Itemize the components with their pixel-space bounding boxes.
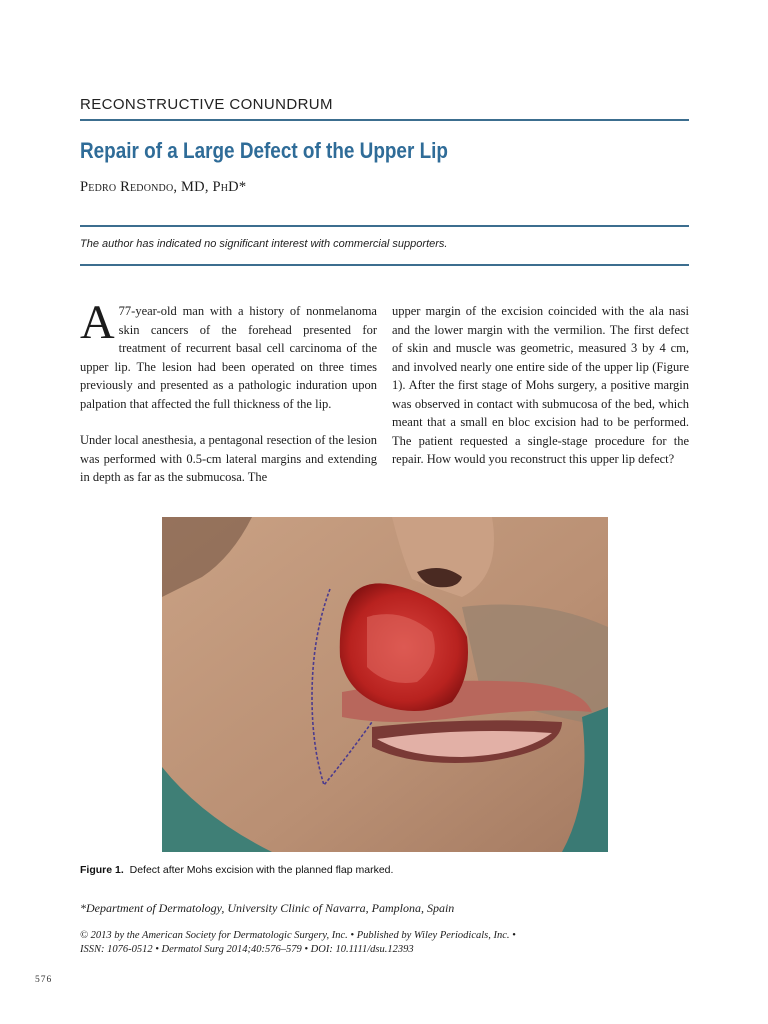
paragraph-3: upper margin of the excision coincided with the ala nasi and the lower margin with the vermilion. The first defect of skin and muscle was geometric, measured 3 by 4 cm, and involved nearly one entire side of the upper lip (Figure 1). After the first stage of Mohs surgery, a positive margin was observed in contact with submucosa of the bed, which meant that a small en bloc excision had to be performed. The patient requested a single-stage procedure for the repair. How would you reconstruct this upper lip defect? [392, 304, 689, 466]
body-column-left [80, 296, 377, 505]
article-title: Repair of a Large Defect of the Upper Lip [80, 138, 448, 163]
affiliation-footnote: *Department of Dermatology, University Clinic of Navarra, Pamplona, Spain [80, 901, 455, 915]
figure-caption-text: Defect after Mohs excision with the planned flap marked. [129, 864, 394, 876]
page-number: 576 [35, 975, 53, 985]
disclosure-bottom-rule [80, 264, 689, 266]
disclosure-top-rule [80, 225, 689, 227]
figure-caption-label: Figure 1. [80, 864, 124, 876]
disclosure-statement: The author has indicated no significant interest with commercial supporters. [80, 238, 448, 250]
figure-1-photo [162, 517, 608, 852]
drop-cap: A [80, 296, 115, 349]
clinical-photo-illustration [162, 517, 608, 852]
paragraph-1-text: 77-year-old man with a history of nonmelanoma skin cancers of the forehead presented for treatment of recurrent basal cell carcinoma of the upper lip. The lesion had been operated on three times previously and presented as a pathologic induration upon palpation that affected the full thickness of the lip. [80, 304, 377, 411]
paragraph-2: Under local anesthesia, a pentagonal resection of the lesion was performed with 0.5-cm lateral margins and extending in depth as far as the submucosa. The [80, 433, 377, 484]
header-rule [80, 119, 689, 121]
copyright-line-1: © 2013 by the American Society for Dermatologic Surgery, Inc. • Published by Wiley Periodicals, Inc. • [80, 930, 516, 941]
copyright-block [80, 929, 516, 957]
paragraph-1 [80, 296, 377, 413]
copyright-line-2: ISSN: 1076-0512 • Dermatol Surg 2014;40:576–579 • DOI: 10.1111/dsu.12393 [80, 944, 414, 955]
author-line: Pedro Redondo, MD, PhD* [80, 179, 247, 195]
body-column-right [392, 302, 689, 487]
section-label: RECONSTRUCTIVE CONUNDRUM [80, 96, 333, 113]
figure-caption [80, 864, 393, 876]
